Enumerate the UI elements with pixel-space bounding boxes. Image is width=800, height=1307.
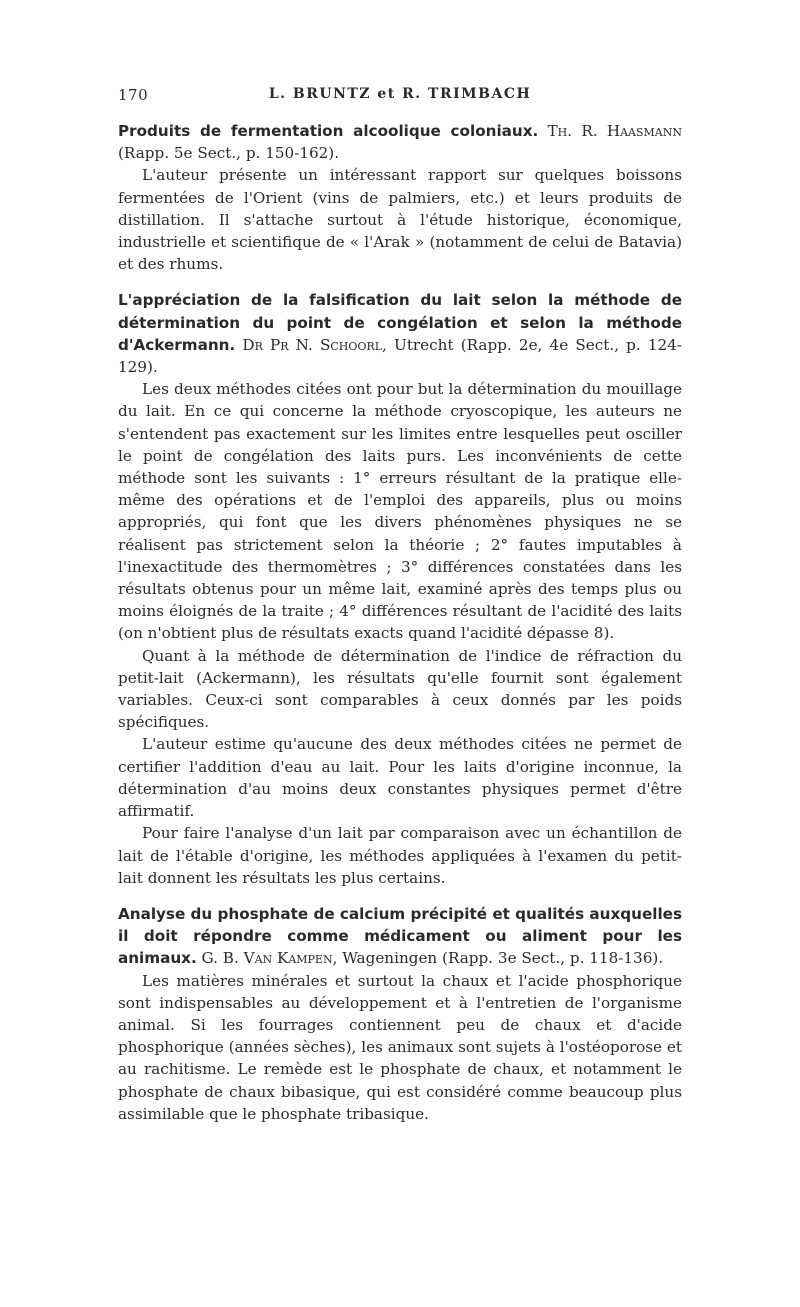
citation-reference: , Wageningen (Rapp. 3e Sect., p. 118-136). xyxy=(332,949,664,968)
citation-author: Dr Pr N. Schoorl xyxy=(242,335,383,354)
citation-author: G. B. Van Kampen xyxy=(201,949,333,968)
section-title: Produits de fermentation alcoolique coloniaux. xyxy=(118,122,539,140)
section-heading xyxy=(118,289,682,378)
section-heading xyxy=(118,903,682,970)
paragraph: Pour faire l'analyse d'un lait par comparaison avec un échantillon de lait de l'étable d'origine, les méthodes appliquées à l'examen du petit-lait donnent les résultats les plus certains. xyxy=(118,824,682,887)
section-heading xyxy=(118,120,682,164)
paragraph: Les deux méthodes citées ont pour but la détermination du mouillage du lait. En ce qui concerne la méthode cryoscopique, les auteurs ne s'entendent pas exactement sur les limites entre lesquelles peut osciller le point de congélation des laits purs. Les inconvénients de cette méthode sont les suivants : 1° erreurs résultant de la pratique elle-même des opérations et de l'emploi des appareils, plus ou moins appropriés, qui font que les divers phénomènes physiques ne se réalisent pas strictement selon la théorie ; 2° fautes imputables à l'inexactitude des thermomètres ; 3° différences constatées dans les résultats obtenus pour un même lait, examiné après des temps plus ou moins éloignés de la traite ; 4° différences résultant de l'acidité des laits (on n'obtient plus de résultats exacts quand l'acidité dépasse 8). xyxy=(118,380,682,643)
citation-author: Th. R. Haasmann xyxy=(547,122,682,140)
section-fermentation xyxy=(118,120,682,275)
page-number: 170 xyxy=(118,86,149,104)
paragraph: Les matières minérales et surtout la chaux et l'acide phosphorique sont indispensables au développement et à l'entretien de l'organisme animal. Si les fourrages contiennent peu de chaux et d'acide phosphorique (années sèches), les animaux sont sujets à l'ostéoporose et au rachitisme. Le remède est le phosphate de chaux, et notamment le phosphate de chaux bibasique, qui est considéré comme beaucoup plus assimilable que le phosphate tribasique. xyxy=(118,971,682,1123)
section-title: Analyse du phosphate de calcium précipité et qualités auxquelles il doit répondre comme médicament ou aliment pour les animaux. xyxy=(118,904,682,968)
page-header xyxy=(118,86,682,110)
paragraph: Quant à la méthode de détermination de l'indice de réfraction du petit-lait (Ackermann), les résultats qu'elle fournit sont également variables. Ceux-ci sont comparables à ceux donnés par les poids spécifiques. xyxy=(118,646,682,732)
section-phosphate xyxy=(118,903,682,1125)
citation-reference: (Rapp. 5e Sect., p. 150-162). xyxy=(118,144,340,163)
paragraph: L'auteur estime qu'aucune des deux méthodes citées ne permet de certifier l'addition d'eau au lait. Pour les laits d'origine inconnue, la détermination d'au moins deux constantes physiques permet d'être affirmatif. xyxy=(118,735,682,821)
section-title: L'appréciation de la falsification du lait selon la méthode de détermination du point de congélation et selon la méthode d'Ackermann. xyxy=(118,291,682,354)
citation-reference: , Utrecht (Rapp. 2e, 4e Sect., p. 124-129). xyxy=(118,335,683,377)
section-lait xyxy=(118,289,682,888)
page-content xyxy=(118,120,682,1125)
paragraph: L'auteur présente un intéressant rapport sur quelques boissons fermentées de l'Orient (vins de palmiers, etc.) et leurs produits de distillation. Il s'attache surtout à l'étude historique, économique, industrielle et scientifique de « l'Arak » (notamment de celui de Batavia) et des rhums. xyxy=(118,166,682,274)
running-title: L. BRUNTZ et R. TRIMBACH xyxy=(268,86,532,102)
